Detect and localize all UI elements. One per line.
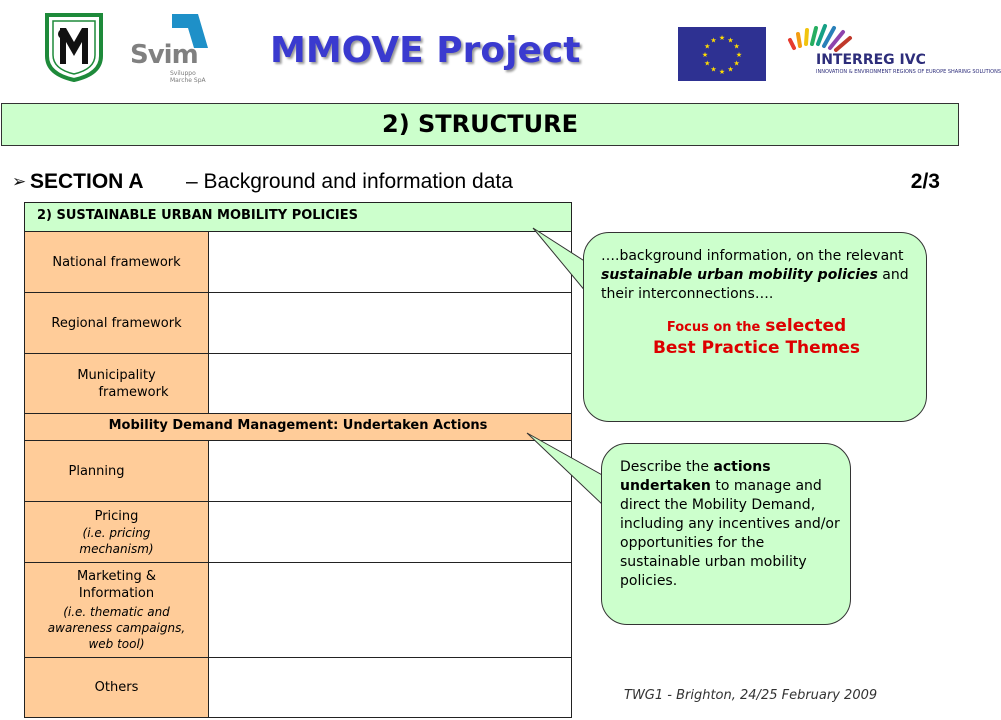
- focus-big: selected: [765, 316, 847, 336]
- table-row-note: (i.e. thematic and awareness campaigns, web tool): [47, 605, 186, 651]
- svg-text:★: ★: [710, 65, 717, 74]
- svg-text:★: ★: [735, 51, 743, 59]
- section-label: SECTION A: [30, 170, 144, 193]
- svg-text:★: ★: [733, 42, 740, 51]
- table-subheader: Mobility Demand Management: Undertaken Actions: [24, 413, 572, 441]
- footer-text: TWG1 - Brighton, 24/25 February 2009: [624, 688, 878, 703]
- section-title: – Background and information data: [186, 170, 513, 193]
- svg-text:★: ★: [704, 42, 711, 51]
- page-number: 2/3: [910, 170, 940, 193]
- svg-text:★: ★: [704, 59, 711, 68]
- arrow-bullet-icon: ➢: [12, 172, 27, 191]
- svg-text:★: ★: [727, 65, 734, 74]
- callout-emphasis: sustainable urban mobility policies: [601, 267, 878, 283]
- table-row-label: National framework: [24, 231, 209, 293]
- callout-focus: [601, 316, 912, 360]
- callout-text-part: to manage and direct the Mobility Demand, including any incentives and/or opportunities for the sustainable urban mobility policies.: [620, 478, 840, 589]
- interreg-logo-subtext: INNOVATION & ENVIRONMENT REGIONS OF EUROPE SHARING SOLUTIONS: [816, 69, 1001, 75]
- table-row-label-line: Marketing & Information: [76, 569, 157, 601]
- table-row-label: Others: [24, 657, 209, 718]
- callout-text: [601, 247, 912, 304]
- structure-banner: 2) STRUCTURE: [1, 103, 959, 146]
- svg-text:★: ★: [701, 51, 709, 59]
- callout-text-part: and their interconnections….: [601, 267, 909, 302]
- callout-actions: [601, 443, 851, 625]
- svg-text:★: ★: [733, 59, 740, 68]
- table-row-label: Regional framework: [24, 292, 209, 354]
- table-row-note: (i.e. pricing mechanism): [79, 525, 154, 556]
- table-row-label-line: Planning: [68, 463, 125, 479]
- page-title: MMOVE Project: [270, 30, 581, 71]
- focus-themes: Best Practice Themes: [652, 338, 861, 358]
- callout-text-part: Describe the: [620, 459, 714, 475]
- svg-text:★: ★: [718, 34, 726, 42]
- table-row-label-line: framework: [98, 384, 169, 400]
- callout-emphasis: actions undertaken: [620, 459, 771, 494]
- svim-logo-text: Svim: [130, 40, 198, 70]
- table-row-label-line: Pricing: [94, 508, 139, 524]
- callout-background-info: [583, 232, 927, 422]
- table-header: 2) SUSTAINABLE URBAN MOBILITY POLICIES: [24, 202, 572, 232]
- svg-text:★: ★: [727, 36, 734, 45]
- svim-logo-subtext: Sviluppo Marche SpA: [170, 70, 206, 84]
- table-row-label-line: Municipality: [77, 367, 156, 383]
- svg-text:★: ★: [710, 36, 717, 45]
- callout-text-part: ….background information, on the relevant: [601, 248, 904, 264]
- interreg-logo-text: INTERREG IVC: [816, 52, 926, 68]
- svg-text:★: ★: [718, 68, 726, 76]
- focus-small: Focus on the: [666, 320, 761, 335]
